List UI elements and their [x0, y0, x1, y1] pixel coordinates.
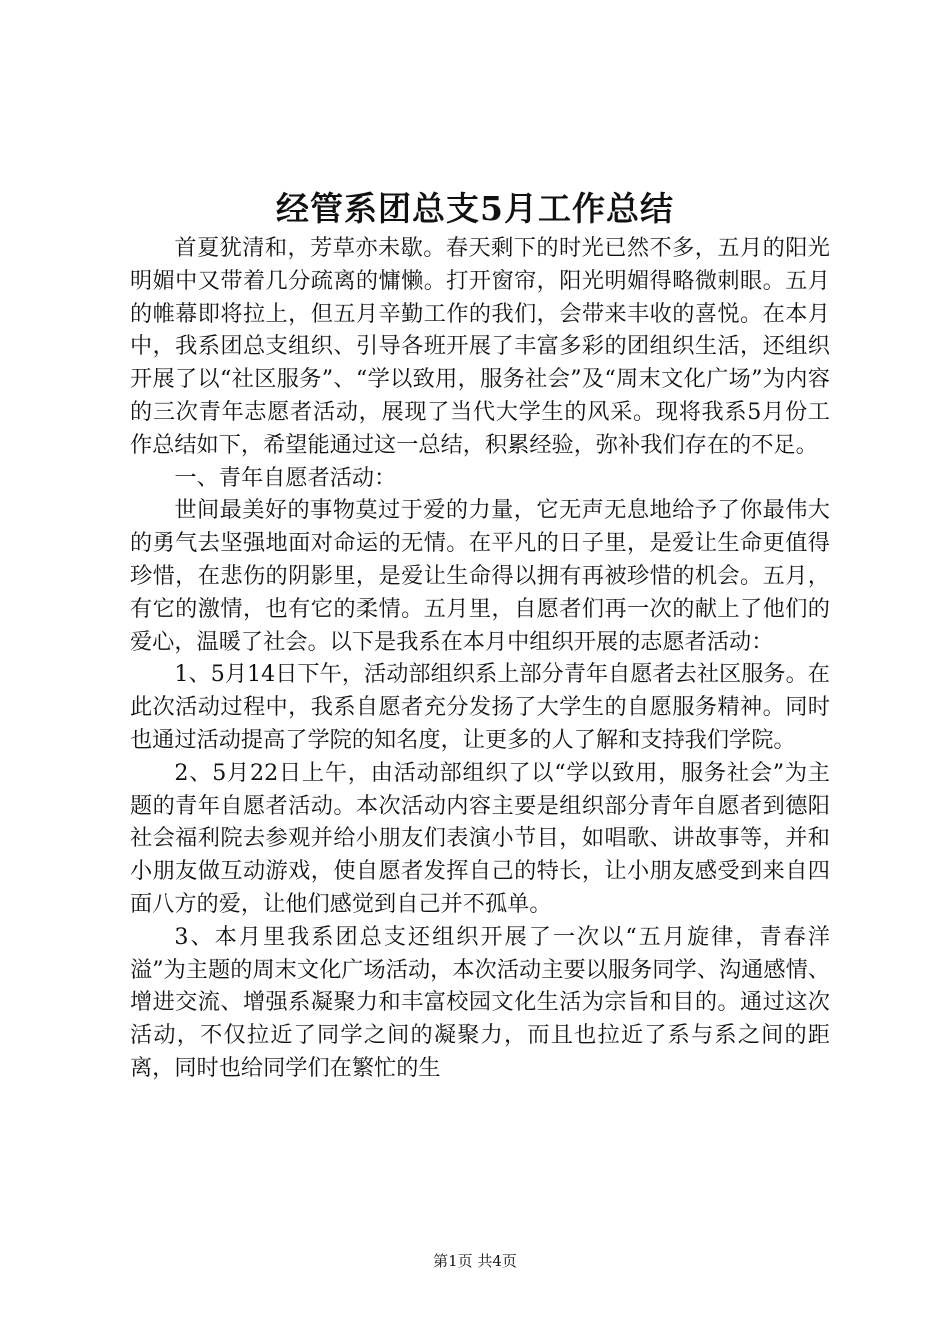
paragraph-intro: 首夏犹清和，芳草亦未歇。春天剩下的时光已然不多，五月的阳光明媚中又带着几分疏离的慵懒。打开窗帘，阳光明媚得略微刺眼。五月的帷幕即将拉上，但五月辛勤工作的我们，会带来丰收的喜悦。在本月中，我系团总支组织、引导各班开展了丰富多彩的团组织生活，还组织开展了以“社区服务”、“学以致用，服务社会”及“周末文化广场”为内容的三次青年志愿者活动，展现了当代大学生的风采。现将我系5月份工作总结如下，希望能通过这一总结，积累经验，弥补我们存在的不足。: [130, 235, 830, 458]
section-heading-volunteer: 一、青年自愿者活动：: [174, 464, 397, 491]
paragraph-love: 世间最美好的事物莫过于爱的力量，它无声无息地给予了你最伟大的勇气去坚强地面对命运的无情。在平凡的日子里，是爱让生命更值得珍惜，在悲伤的阴影里，是爱让生命得以拥有再被珍惜的机会。五月，有它的激情，也有它的柔情。五月里，自愿者们再一次的献上了他们的爱心，温暖了社会。以下是我系在本月中组织开展的志愿者活动：: [130, 497, 830, 655]
page-footer: 第1页 共4页: [433, 1252, 517, 1270]
paragraph-item-1: 1、5月14日下午，活动部组织系上部分青年自愿者去社区服务。在此次活动过程中，我系自愿者充分发扬了大学生的自愿服务精神。同时也通过活动提高了学院的知名度，让更多的人了解和支持我们学院。: [130, 661, 830, 753]
paragraph-item-2: 2、5月22日上午，由活动部组织了以“学以致用，服务社会”为主题的青年自愿者活动。本次活动内容主要是组织部分青年自愿者到德阳社会福利院去参观并给小朋友们表演小节目，如唱歌、讲故事等，并和小朋友做互动游戏，使自愿者发挥自己的特长，让小朋友感受到来自四面八方的爱，让他们感觉到自己并不孤单。: [130, 759, 830, 917]
paragraph-item-3: 3、本月里我系团总支还组织开展了一次以“五月旋律，青春洋溢”为主题的周末文化广场活动，本次活动主要以服务同学、沟通感情、增进交流、增强系凝聚力和丰富校园文化生活为宗旨和目的。通过这次活动，不仅拉近了同学之间的凝聚力，而且也拉近了系与系之间的距离，同时也给同学们在繁忙的生: [130, 923, 830, 1081]
document-title: 经管系团总支5月工作总结: [276, 189, 674, 228]
document-body: [130, 232, 830, 1085]
